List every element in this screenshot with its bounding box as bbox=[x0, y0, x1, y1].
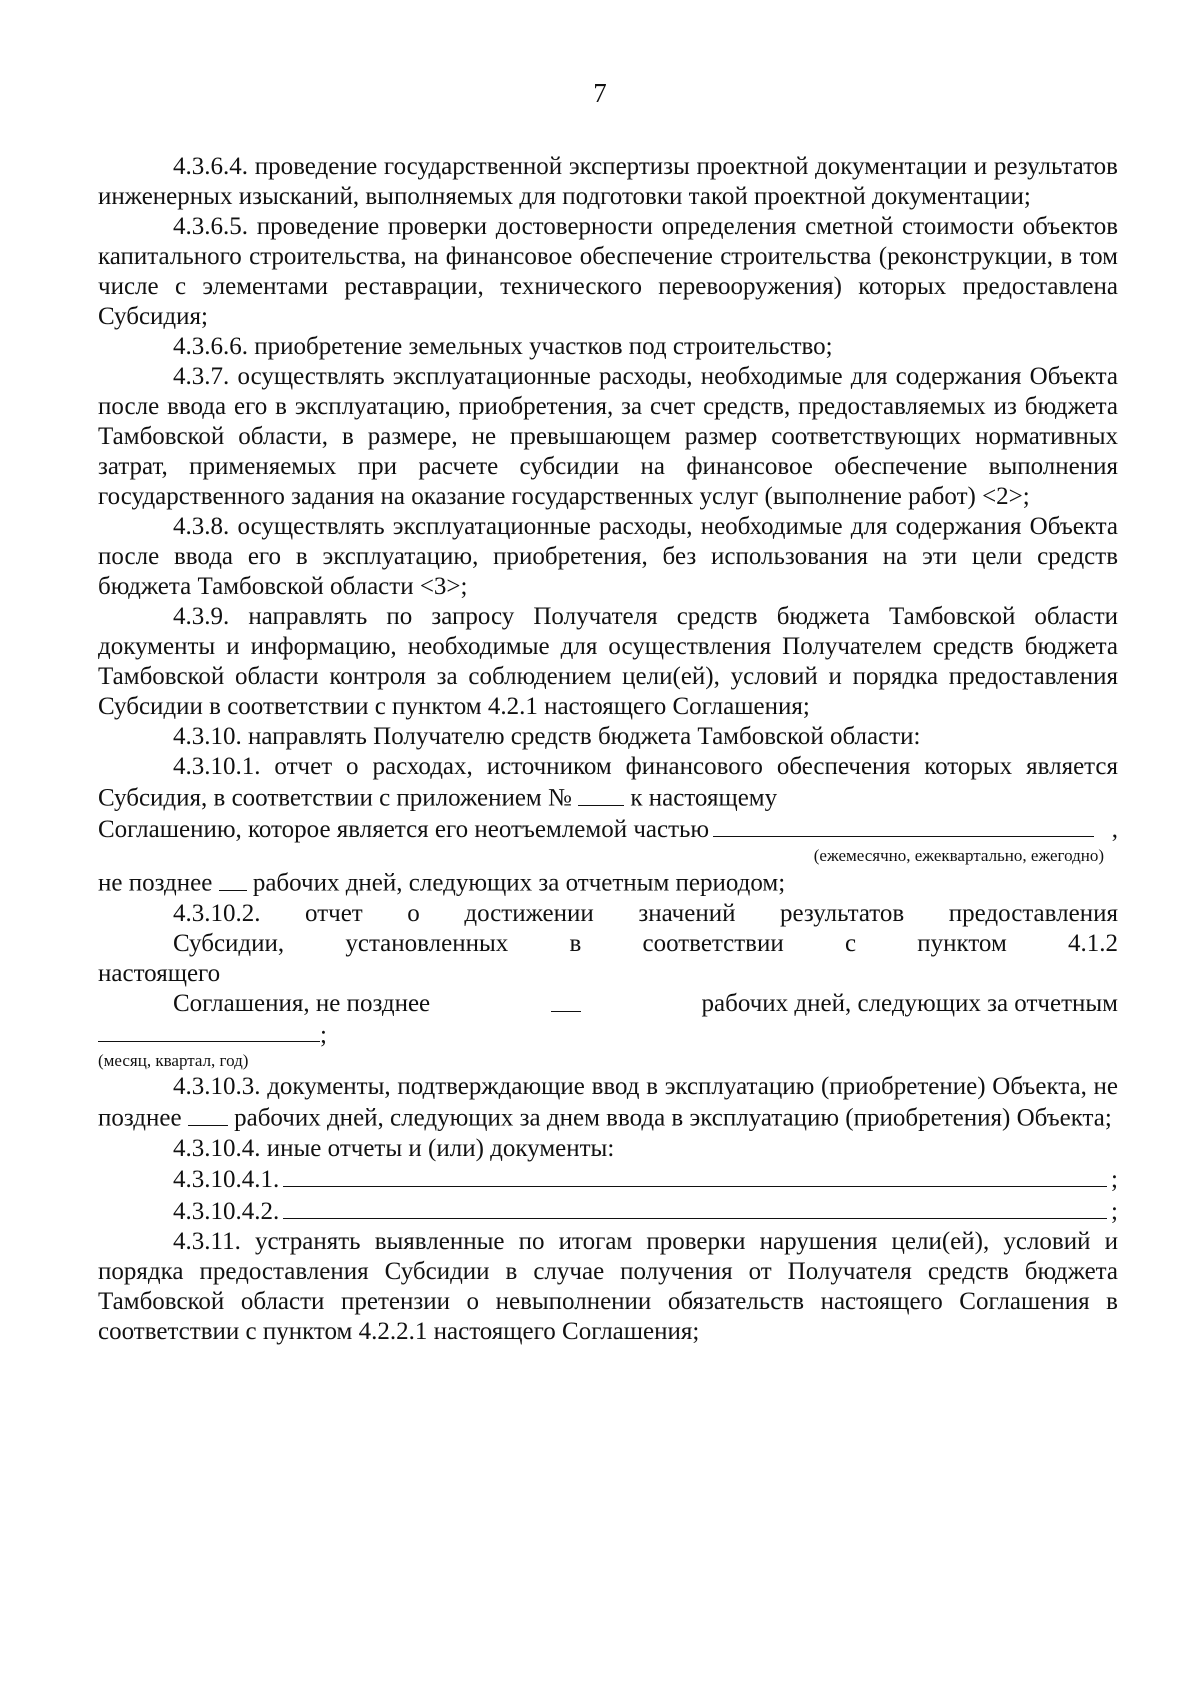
semicolon: ; bbox=[1111, 1166, 1118, 1193]
clause-4-3-10-1-text: 4.3.10.1. отчет о расходах, источником финансового обеспечения которых является Субсидия, в соответствии с приложением № bbox=[98, 753, 1118, 812]
clause-4-3-10-4: 4.3.10.4. иные отчеты и (или) документы: bbox=[173, 1134, 615, 1162]
clause-4-3-10-2-line2: Субсидии, установленных в соответствии с пунктом 4.1.2 bbox=[173, 929, 1118, 957]
clause-4-3-10-2-line4 bbox=[98, 989, 1118, 1019]
clause-4-3-10-3-a: 4.3.10.3. документы, подтверждающие ввод в эксплуатацию (приобретение) Объекта, не позднее bbox=[98, 1073, 1118, 1132]
deadline-suffix: рабочих дней, следующих за отчетным периодом; bbox=[252, 869, 786, 897]
page-number: 7 bbox=[593, 78, 607, 108]
clause-4-3-8: 4.3.8. осуществлять эксплуатационные расходы, необходимые для содержания Объекта после ввода его в эксплуатацию, приобретения, без использования на эти цели средств бюджета Тамбовской области <3>; bbox=[98, 513, 1118, 600]
clause-4-3-9: 4.3.9. направлять по запросу Получателя средств бюджета Тамбовской области документы и информацию, необходимые для осуществления Получателем средств бюджета Тамбовской области контроля за соблюдением цели(ей), условий и порядка предоставления Субсидии в соответствии с пунктом 4.2.1 настоящего Соглашения; bbox=[98, 603, 1118, 720]
clause-4-3-6-5: 4.3.6.5. проведение проверки достоверности определения сметной стоимости объектов капитального строительства, на финансовое обеспечение строительства (реконструкции, в том числе с элементами реставрации, технического перевооружения) которых предоставлена Субсидия; bbox=[98, 213, 1118, 330]
note-period: (месяц, квартал, год) bbox=[98, 1051, 249, 1070]
clause-4-3-10-4-1-label: 4.3.10.4.1. bbox=[173, 1166, 280, 1193]
clause-4-3-10-4-2 bbox=[98, 1195, 1118, 1227]
clause-4-3-10-3-b: рабочих дней, следующих за днем ввода в эксплуатацию (приобретения) Объекта; bbox=[234, 1104, 1112, 1132]
clause-4-3-6-4: 4.3.6.4. проведение государственной экспертизы проектной документации и результатов инженерных изысканий, выполняемых для подготовки такой проектной документации; bbox=[98, 153, 1118, 210]
appendix-number-field[interactable] bbox=[578, 782, 624, 806]
clause-4-3-6-6: 4.3.6.6. приобретение земельных участков под строительство; bbox=[173, 333, 833, 360]
period-field[interactable] bbox=[98, 1019, 320, 1043]
periodicity-field[interactable] bbox=[713, 814, 1094, 838]
clause-4-3-10: 4.3.10. направлять Получателю средств бюджета Тамбовской области: bbox=[173, 723, 921, 750]
clause-4-3-10-2-deadline-b: рабочих дней, следующих за отчетным bbox=[701, 989, 1118, 1017]
clause-4-3-10-3 bbox=[98, 1072, 1118, 1134]
semicolon: ; bbox=[1111, 1197, 1118, 1225]
note-periodicity: (ежемесячно, ежеквартально, ежегодно) bbox=[813, 846, 1104, 865]
clause-4-3-10-2-deadline-a: Соглашения, не позднее bbox=[173, 989, 431, 1017]
other-report-field-1[interactable] bbox=[283, 1164, 1107, 1188]
document-body bbox=[98, 152, 1118, 1347]
semicolon: ; bbox=[320, 1021, 327, 1048]
clause-4-3-10-2-line5 bbox=[98, 1019, 1118, 1051]
clause-4-3-10-4-2-label: 4.3.10.4.2. bbox=[173, 1197, 280, 1225]
clause-4-3-10-2-line3: настоящего bbox=[98, 959, 221, 987]
clause-4-3-10-2: 4.3.10.2. отчет о достижении значений результатов предоставления bbox=[173, 899, 1118, 927]
clause-4-3-7: 4.3.7. осуществлять эксплуатационные расходы, необходимые для содержания Объекта после ввода его в эксплуатацию, приобретения, за счет средств, предоставляемых из бюджета Тамбовской области, в размере, не превышающем размер соответствующих нормативных затрат, применяемых при расчете субсидии на финансовое обеспечение выполнения государственного задания на оказание государственных услуг (выполнение работ) <2>; bbox=[98, 363, 1118, 510]
clause-4-3-11: 4.3.11. устранять выявленные по итогам проверки нарушения цели(ей), условий и порядка предоставления Субсидии в случае получения от Получателя средств бюджета Тамбовской области претензии о невыполнении обязательств настоящего Соглашения в соответствии с пунктом 4.2.2.1 настоящего Соглашения; bbox=[98, 1227, 1118, 1345]
clause-4-3-10-1-deadline bbox=[98, 867, 1118, 899]
days-field-1[interactable] bbox=[219, 867, 247, 891]
clause-4-3-10-1-cont: Соглашению, которое является его неотъемлемой частью bbox=[98, 816, 710, 843]
days-field-2[interactable] bbox=[551, 989, 581, 1013]
deadline-prefix: не позднее bbox=[98, 869, 213, 897]
other-report-field-2[interactable] bbox=[283, 1195, 1107, 1219]
clause-4-3-10-1-tail: к настоящему bbox=[630, 784, 778, 812]
clause-4-3-10-1-line2 bbox=[98, 814, 1118, 846]
clause-4-3-10-1 bbox=[98, 752, 1118, 814]
days-field-3[interactable] bbox=[188, 1102, 228, 1126]
comma: , bbox=[1111, 816, 1118, 843]
clause-4-3-10-4-1 bbox=[98, 1164, 1118, 1196]
